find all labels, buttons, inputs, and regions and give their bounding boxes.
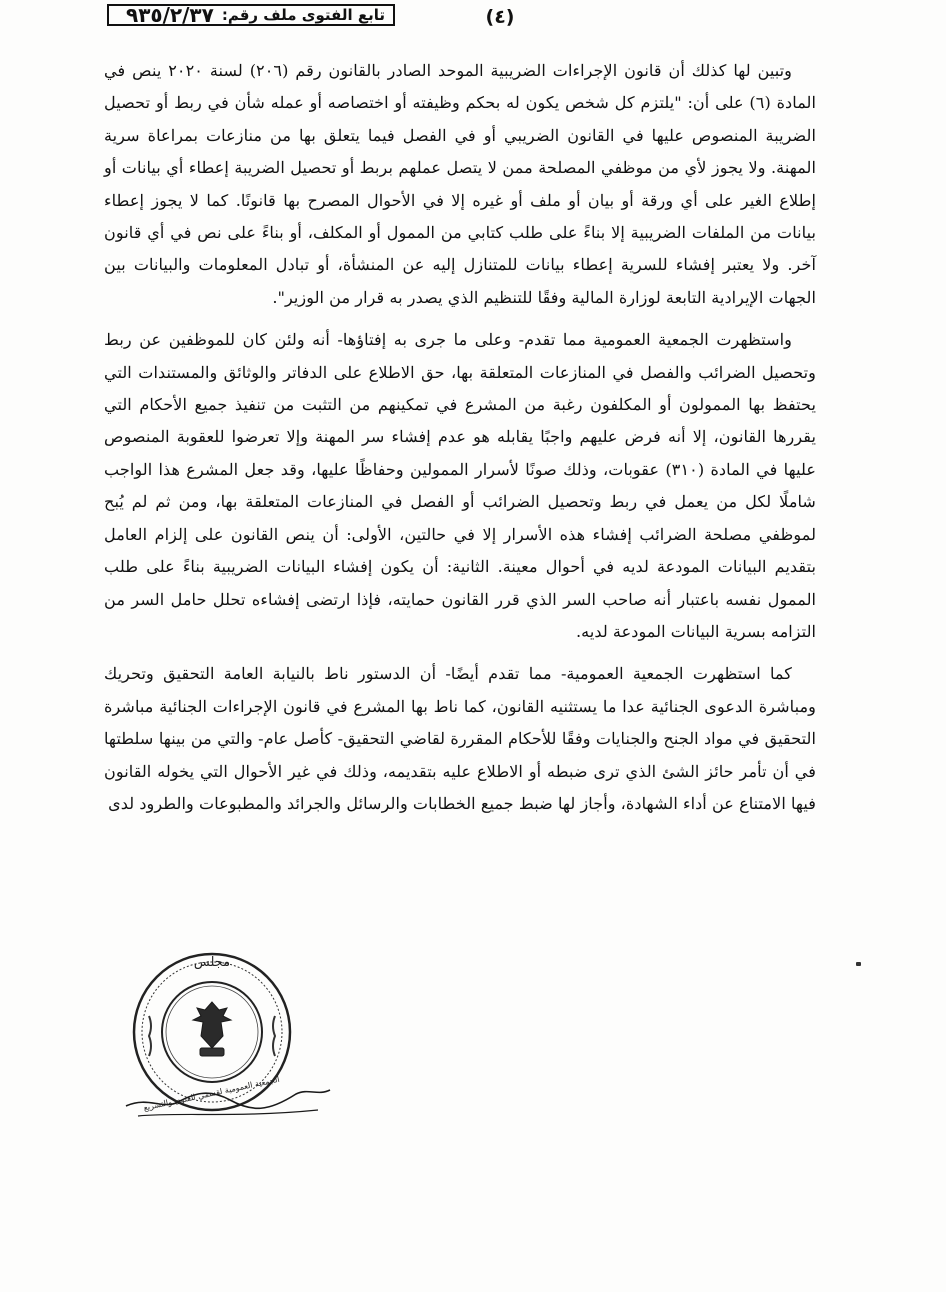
- file-label: تابع الفتوى ملف رقم:: [221, 6, 385, 24]
- paragraph-1: وتبين لها كذلك أن قانون الإجراءات الضريبية الموحد الصادر بالقانون رقم (٢٠٦) لسنة ٢٠٢٠ ينص في المادة (٦) على أن: "يلتزم كل شخص يكون له بحكم وظيفته أو اختصاصه أو عمله شأن في ربط أو تحصيل الضريبة المنصوص عليها في القانون الضريبي أو في الفصل فيما يتعلق بها من منازعات بمراعاة سرية المهنة. ولا يجوز لأي من موظفي المصلحة ممن لا يتصل عملهم بربط أو تحصيل الضريبة إعطاء أي بيانات أو إطلاع الغير على أي ورقة أو بيان أو ملف أو غيره إلا في الأحوال المصرح بها قانونًا. كما لا يجوز إعطاء بيانات من الملفات الضريبية إلا بناءً على طلب كتابي من الممول أو المكلف، أو بناءً على نص في أي قانون آخر. ولا يعتبر إفشاء للسرية إعطاء بيانات للمتنازل إليه عن المنشأة، أو تبادل المعلومات والبيانات بين الجهات الإيرادية التابعة لوزارة المالية وفقًا للتنظيم الذي يصدر به قرار من الوزير".: [104, 61, 816, 307]
- file-number: ٩٣٥/٢/٣٧: [125, 3, 214, 27]
- seal-top-text: مجلس: [193, 955, 231, 970]
- handwritten-signature: [118, 1066, 338, 1126]
- eagle-emblem-icon: [193, 1002, 231, 1056]
- page-number: (٤): [485, 6, 515, 28]
- paragraph-2: واستظهرت الجمعية العمومية مما تقدم- وعلى ما جرى به إفتاؤها- أنه ولئن كان للموظفين عن ربط وتحصيل الضرائب والفصل في المنازعات المتعلقة بها، حق الاطلاع على الدفاتر والوثائق والمستندات التي يحتفظ بها الممولون أو المكلفون رغبة من المشرع في تمكينهم من التثبت من تنفيذ جميع الأحكام التي يقررها القانون، إلا أنه فرض عليهم واجبًا يقابله هو عدم إفشاء سر المهنة وإلا تعرضوا للعقوبة المنصوص عليها في المادة (٣١٠) عقوبات، وذلك صونًا لأسرار الممولين وحفاظًا عليها، وقد جعل المشرع هذا الواجب شاملًا لكل من يعمل في ربط وتحصيل الضرائب أو الفصل في المنازعات المتعلقة بها، ومن ثم لم يُبح لموظفي مصلحة الضرائب إفشاء هذه الأسرار إلا في حالتين، الأولى: أن ينص القانون على إلزام العامل بتقديم البيانات المودعة لديه في أحوال معينة. الثانية: أن يكون إفشاء البيانات الضريبية بناءً على طلب الممول نفسه باعتبار أنه صاحب السر الذي قرر القانون حمايته، فإذا ارتضى إفشاءه تحلل حامل السر من التزامه بسرية البيانات المودعة لديه.: [104, 330, 816, 641]
- seal-ring-text: الجمعية العمومية لقسمي الفتوى والتشريع: [142, 1074, 281, 1113]
- body-text: [104, 55, 816, 820]
- file-number-box: [107, 4, 395, 26]
- paragraph-3: كما استظهرت الجمعية العمومية- مما تقدم أيضًا- أن الدستور ناط بالنيابة العامة التحقيق وتحريك ومباشرة الدعوى الجنائية عدا ما يستثنيه القانون، كما ناط بها المشرع في قانون الإجراءات الجنائية مباشرة التحقيق في مواد الجنح والجنايات وفقًا للأحكام المقررة لقاضي التحقيق- كأصل عام- والتي من بينها سلطتها في أن تأمر حائز الشئ الذي ترى ضبطه أو الاطلاع عليه بتقديمه، وذلك في غير الأحوال التي يخوله القانون فيها الامتناع عن أداء الشهادة، وأجاز لها ضبط جميع الخطابات والرسائل والجرائد والمطبوعات والطرود لدى: [104, 664, 816, 813]
- scan-speck: [856, 962, 861, 966]
